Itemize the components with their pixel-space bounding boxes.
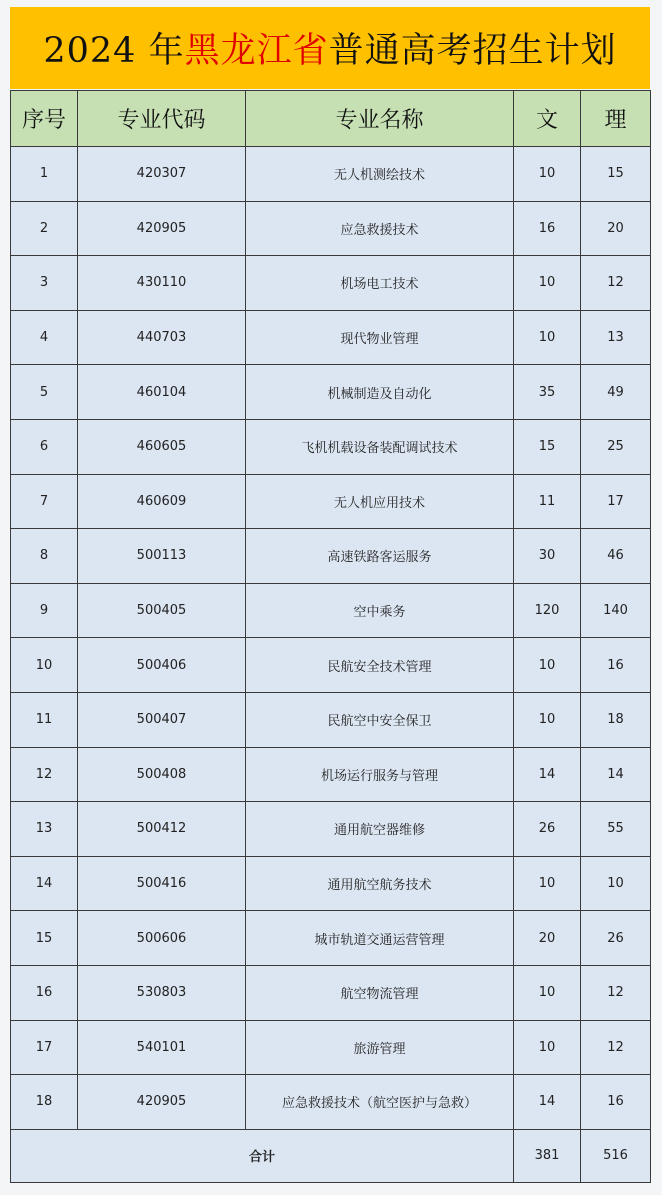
cell-wen: 10: [514, 965, 581, 1020]
table-row: [11, 1020, 651, 1075]
table-row: [11, 419, 651, 474]
cell-wen: 10: [514, 147, 581, 202]
cell-code: 500408: [78, 747, 246, 802]
table-row: [11, 583, 651, 638]
total-wen: 381: [514, 1129, 581, 1182]
cell-wen: 120: [514, 583, 581, 638]
cell-wen: 14: [514, 1075, 581, 1130]
cell-index: 5: [11, 365, 78, 420]
cell-index: 6: [11, 419, 78, 474]
cell-wen: 10: [514, 856, 581, 911]
table-row: [11, 365, 651, 420]
cell-code: 440703: [78, 310, 246, 365]
cell-name: 应急救援技术（航空医护与急救）: [246, 1075, 514, 1130]
cell-index: 13: [11, 802, 78, 857]
cell-li: 26: [581, 911, 651, 966]
cell-code: 420905: [78, 201, 246, 256]
cell-wen: 16: [514, 201, 581, 256]
cell-name: 高速铁路客运服务: [246, 529, 514, 584]
table-row: [11, 201, 651, 256]
cell-index: 10: [11, 638, 78, 693]
cell-li: 49: [581, 365, 651, 420]
cell-name: 通用航空航务技术: [246, 856, 514, 911]
title-suffix: 普通高考招生计划: [328, 31, 617, 71]
cell-li: 15: [581, 147, 651, 202]
cell-wen: 10: [514, 310, 581, 365]
cell-name: 城市轨道交通运营管理: [246, 911, 514, 966]
table-row: [11, 310, 651, 365]
page-title: [10, 7, 650, 89]
cell-name: 无人机测绘技术: [246, 147, 514, 202]
cell-code: 500113: [78, 529, 246, 584]
table-row: [11, 747, 651, 802]
table-body: [11, 147, 651, 1130]
cell-wen: 35: [514, 365, 581, 420]
cell-li: 18: [581, 692, 651, 747]
cell-name: 民航安全技术管理: [246, 638, 514, 693]
cell-index: 9: [11, 583, 78, 638]
cell-wen: 11: [514, 474, 581, 529]
header-index: 序号: [11, 91, 78, 147]
cell-code: 460605: [78, 419, 246, 474]
cell-index: 17: [11, 1020, 78, 1075]
cell-code: 420307: [78, 147, 246, 202]
cell-li: 13: [581, 310, 651, 365]
cell-li: 14: [581, 747, 651, 802]
cell-code: 500407: [78, 692, 246, 747]
total-li: 516: [581, 1129, 651, 1182]
cell-code: 500406: [78, 638, 246, 693]
cell-wen: 10: [514, 256, 581, 311]
cell-name: 机场运行服务与管理: [246, 747, 514, 802]
cell-wen: 14: [514, 747, 581, 802]
title-province: 黑龙江省: [184, 31, 329, 71]
total-label: 合计: [11, 1129, 514, 1182]
cell-index: 11: [11, 692, 78, 747]
cell-li: 25: [581, 419, 651, 474]
cell-li: 16: [581, 1075, 651, 1130]
cell-index: 16: [11, 965, 78, 1020]
header-code: 专业代码: [78, 91, 246, 147]
cell-name: 无人机应用技术: [246, 474, 514, 529]
enrollment-plan-table: [10, 90, 651, 1183]
cell-li: 12: [581, 1020, 651, 1075]
header-row: [11, 91, 651, 147]
cell-name: 民航空中安全保卫: [246, 692, 514, 747]
cell-index: 8: [11, 529, 78, 584]
cell-index: 7: [11, 474, 78, 529]
cell-code: 460104: [78, 365, 246, 420]
header-wen: 文: [514, 91, 581, 147]
cell-wen: 10: [514, 692, 581, 747]
table-row: [11, 638, 651, 693]
cell-li: 10: [581, 856, 651, 911]
table-row: [11, 802, 651, 857]
cell-li: 12: [581, 965, 651, 1020]
table-row: [11, 474, 651, 529]
cell-name: 机械制造及自动化: [246, 365, 514, 420]
table-row: [11, 965, 651, 1020]
cell-index: 15: [11, 911, 78, 966]
table-row: [11, 529, 651, 584]
cell-wen: 10: [514, 638, 581, 693]
table-row: [11, 1075, 651, 1130]
cell-code: 500606: [78, 911, 246, 966]
total-row: [11, 1129, 651, 1182]
header-li: 理: [581, 91, 651, 147]
table-row: [11, 692, 651, 747]
cell-index: 14: [11, 856, 78, 911]
cell-name: 旅游管理: [246, 1020, 514, 1075]
cell-index: 3: [11, 256, 78, 311]
cell-name: 现代物业管理: [246, 310, 514, 365]
cell-index: 2: [11, 201, 78, 256]
cell-name: 应急救援技术: [246, 201, 514, 256]
cell-li: 20: [581, 201, 651, 256]
cell-code: 430110: [78, 256, 246, 311]
cell-li: 140: [581, 583, 651, 638]
cell-index: 18: [11, 1075, 78, 1130]
cell-index: 4: [11, 310, 78, 365]
cell-li: 16: [581, 638, 651, 693]
cell-name: 空中乘务: [246, 583, 514, 638]
cell-wen: 30: [514, 529, 581, 584]
cell-wen: 10: [514, 1020, 581, 1075]
cell-li: 46: [581, 529, 651, 584]
cell-name: 通用航空器维修: [246, 802, 514, 857]
cell-wen: 20: [514, 911, 581, 966]
table-row: [11, 911, 651, 966]
cell-name: 机场电工技术: [246, 256, 514, 311]
cell-index: 12: [11, 747, 78, 802]
cell-li: 12: [581, 256, 651, 311]
cell-name: 航空物流管理: [246, 965, 514, 1020]
table-row: [11, 856, 651, 911]
cell-code: 460609: [78, 474, 246, 529]
header-name: 专业名称: [246, 91, 514, 147]
cell-li: 55: [581, 802, 651, 857]
cell-code: 540101: [78, 1020, 246, 1075]
cell-code: 530803: [78, 965, 246, 1020]
cell-index: 1: [11, 147, 78, 202]
cell-li: 17: [581, 474, 651, 529]
cell-wen: 15: [514, 419, 581, 474]
cell-code: 420905: [78, 1075, 246, 1130]
cell-name: 飞机机载设备装配调试技术: [246, 419, 514, 474]
cell-wen: 26: [514, 802, 581, 857]
table-row: [11, 147, 651, 202]
cell-code: 500405: [78, 583, 246, 638]
cell-code: 500416: [78, 856, 246, 911]
title-prefix: 2024 年: [43, 31, 185, 71]
cell-code: 500412: [78, 802, 246, 857]
table-row: [11, 256, 651, 311]
